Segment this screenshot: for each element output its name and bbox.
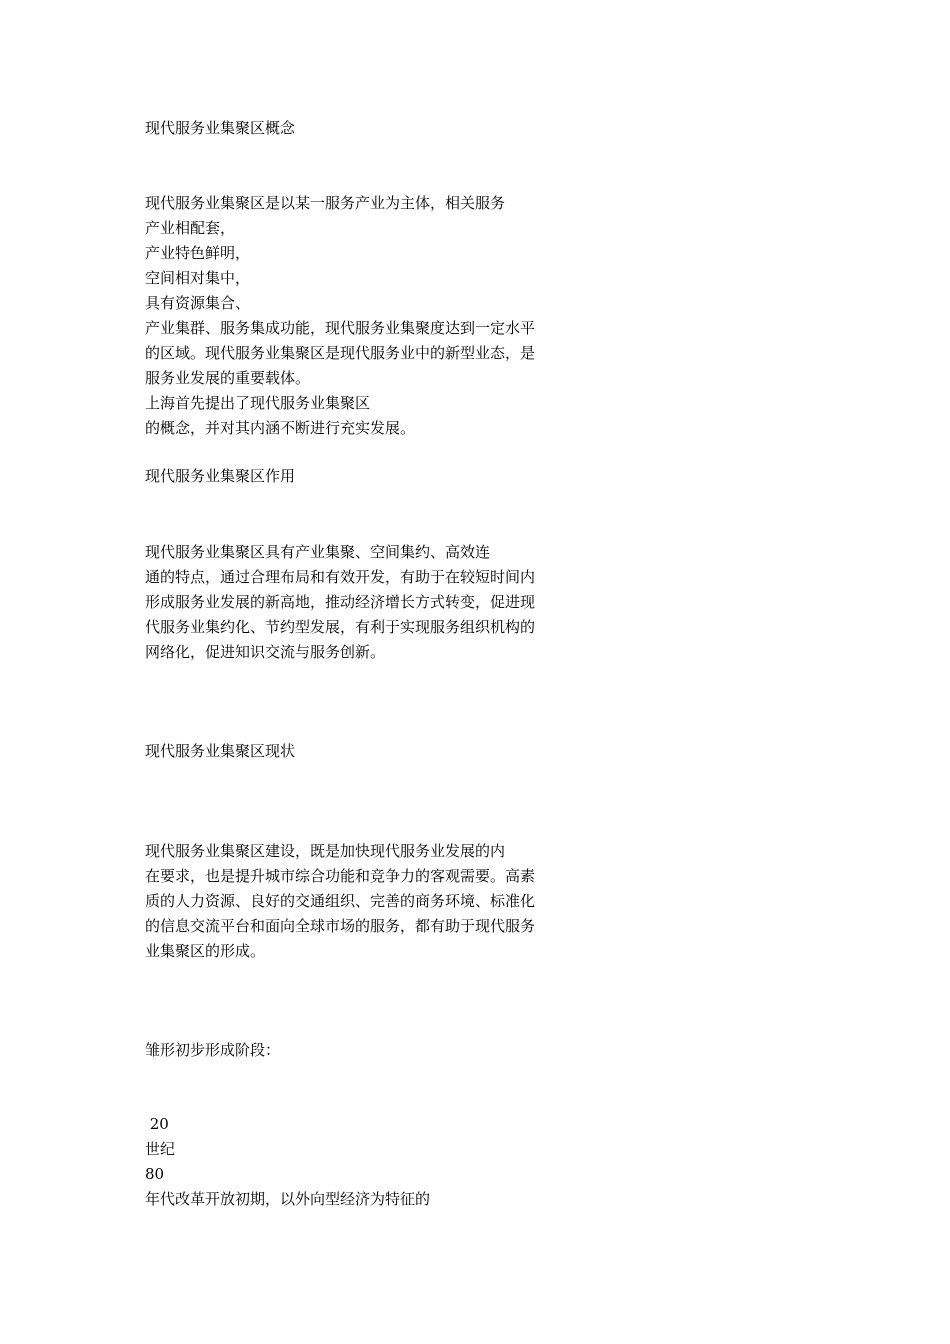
paragraph-line: 具有资源集合、: [145, 294, 251, 312]
paragraph-line: 现代服务业集聚区是以某一服务产业为主体，相关服务: [145, 194, 506, 212]
paragraph-line: 现代服务业集聚区建设，既是加快现代服务业发展的内: [145, 842, 506, 860]
section-heading: 雏形初步形成阶段：: [145, 1041, 281, 1059]
paragraph-line: 的信息交流平台和面向全球市场的服务，都有助于现代服务: [145, 917, 536, 935]
paragraph-line: 空间相对集中，: [145, 269, 251, 287]
paragraph-line: 产业集群、服务集成功能，现代服务业集聚度达到一定水平: [145, 319, 536, 337]
paragraph-line: 服务业发展的重要载体。: [145, 369, 311, 387]
paragraph-line: 80: [145, 1165, 165, 1183]
paragraph-line: 世纪: [145, 1140, 176, 1158]
paragraph-line: 20: [145, 1115, 169, 1133]
paragraph-line: 在要求，也是提升城市综合功能和竞争力的客观需要。高素: [145, 867, 536, 885]
section-heading: 现代服务业集聚区作用: [145, 467, 296, 485]
paragraph-line: 产业相配套，: [145, 219, 236, 237]
paragraph-line: 年代改革开放初期，以外向型经济为特征的: [145, 1190, 431, 1208]
paragraph-line: 网络化，促进知识交流与服务创新。: [145, 643, 386, 661]
paragraph-line: 代服务业集约化、节约型发展，有利于实现服务组织机构的: [145, 618, 536, 636]
paragraph-line: 的区域。现代服务业集聚区是现代服务业中的新型业态，是: [145, 344, 536, 362]
paragraph-line: 现代服务业集聚区具有产业集聚、空间集约、高效连: [145, 543, 491, 561]
paragraph-line: 业集聚区的形成。: [145, 942, 266, 960]
paragraph-line: 质的人力资源、良好的交通组织、完善的商务环境、标准化: [145, 892, 536, 910]
section-heading: 现代服务业集聚区现状: [145, 742, 296, 760]
paragraph-line: 形成服务业发展的新高地，推动经济增长方式转变，促进现: [145, 593, 536, 611]
paragraph-line: 通的特点，通过合理布局和有效开发，有助于在较短时间内: [145, 568, 536, 586]
paragraph-line: 产业特色鲜明，: [145, 244, 251, 262]
paragraph-line: 上海首先提出了现代服务业集聚区: [145, 394, 371, 412]
section-heading: 现代服务业集聚区概念: [145, 119, 296, 137]
paragraph-line: 的概念，并对其内涵不断进行充实发展。: [145, 419, 416, 437]
